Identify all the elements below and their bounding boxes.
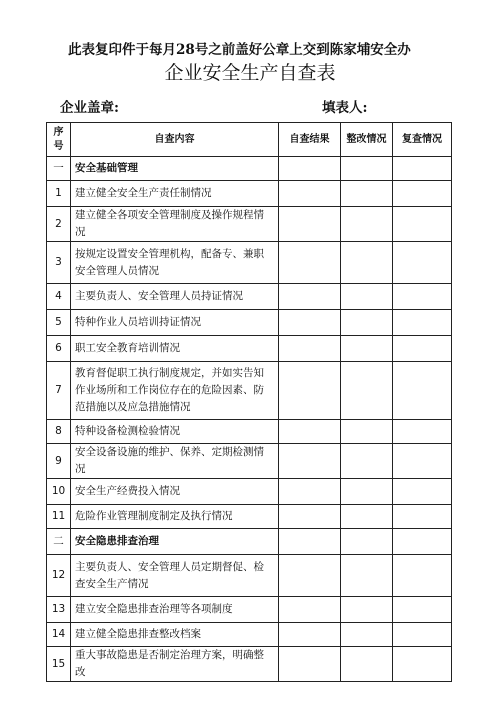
- inspection-item: 按规定设置安全管理机构，配备专、兼职安全管理人员情况: [71, 242, 279, 284]
- inspection-item: 职工安全教育培训情况: [71, 336, 279, 362]
- rectification-cell[interactable]: [341, 623, 393, 647]
- column-header-content: 自查内容: [71, 123, 279, 157]
- recheck-cell[interactable]: [393, 157, 452, 181]
- result-cell[interactable]: [279, 181, 341, 207]
- rectification-cell[interactable]: [341, 555, 393, 597]
- row-number: 5: [47, 310, 71, 336]
- inspection-item: 特种作业人员培训持证情况: [71, 310, 279, 336]
- section-row: [47, 529, 452, 555]
- table-row: [47, 336, 452, 362]
- rectification-cell[interactable]: [341, 647, 393, 682]
- result-cell[interactable]: [279, 310, 341, 336]
- row-number: 1: [47, 181, 71, 207]
- inspection-item: 主要负责人、安全管理人员定期督促、检查安全生产情况: [71, 555, 279, 597]
- row-number: 3: [47, 242, 71, 284]
- inspection-item: 重大事故隐患是否制定治理方案，明确整改: [71, 647, 279, 682]
- inspection-item: 建立健全隐患排查整改档案: [71, 623, 279, 647]
- table-row: [47, 420, 452, 444]
- inspection-item: 建立健全各项安全管理制度及操作规程情况: [71, 207, 279, 242]
- table-row: [47, 597, 452, 623]
- row-number: 15: [47, 647, 71, 682]
- table-row: [47, 623, 452, 647]
- result-cell[interactable]: [279, 284, 341, 310]
- inspection-item: 建立安全隐患排查治理等各项制度: [71, 597, 279, 623]
- row-number: 12: [47, 555, 71, 597]
- result-cell[interactable]: [279, 207, 341, 242]
- row-number: 2: [47, 207, 71, 242]
- column-header-rectification: 整改情况: [341, 123, 393, 157]
- row-number: 8: [47, 420, 71, 444]
- table-row: [47, 555, 452, 597]
- recheck-cell[interactable]: [393, 505, 452, 529]
- rectification-cell[interactable]: [341, 362, 393, 420]
- table-row: [47, 505, 452, 529]
- column-header-number: 序号: [47, 123, 71, 157]
- rectification-cell[interactable]: [341, 242, 393, 284]
- rectification-cell[interactable]: [341, 420, 393, 444]
- recheck-cell[interactable]: [393, 284, 452, 310]
- recheck-cell[interactable]: [393, 420, 452, 444]
- rectification-cell[interactable]: [341, 157, 393, 181]
- inspection-item: 教育督促职工执行制度规定，并如实告知作业场所和工作岗位存在的危险因素、防范措施以及应急措施情况: [71, 362, 279, 420]
- column-header-result: 自查结果: [279, 123, 341, 157]
- rectification-cell[interactable]: [341, 310, 393, 336]
- recheck-cell[interactable]: [393, 647, 452, 682]
- row-number: 6: [47, 336, 71, 362]
- recheck-cell[interactable]: [393, 242, 452, 284]
- company-seal-label: 企业盖章:: [60, 100, 119, 116]
- rectification-cell[interactable]: [341, 284, 393, 310]
- recheck-cell[interactable]: [393, 623, 452, 647]
- inspection-item: 主要负责人、安全管理人员持证情况: [71, 284, 279, 310]
- result-cell[interactable]: [279, 242, 341, 284]
- table-row: [47, 310, 452, 336]
- table-row: [47, 181, 452, 207]
- recheck-cell[interactable]: [393, 181, 452, 207]
- table-row: [47, 362, 452, 420]
- rectification-cell[interactable]: [341, 505, 393, 529]
- result-cell[interactable]: [279, 336, 341, 362]
- inspection-item: 危险作业管理制度制定及执行情况: [71, 505, 279, 529]
- row-number: 7: [47, 362, 71, 420]
- result-cell[interactable]: [279, 597, 341, 623]
- inspection-item: 安全设备设施的维护、保养、定期检测情况: [71, 444, 279, 479]
- table-row: [47, 284, 452, 310]
- recheck-cell[interactable]: [393, 362, 452, 420]
- inspection-item: 建立健全安全生产责任制情况: [71, 181, 279, 207]
- recheck-cell[interactable]: [393, 207, 452, 242]
- result-cell[interactable]: [279, 529, 341, 555]
- row-number: 14: [47, 623, 71, 647]
- result-cell[interactable]: [279, 444, 341, 479]
- inspection-item: 安全生产经费投入情况: [71, 479, 279, 505]
- rectification-cell[interactable]: [341, 479, 393, 505]
- row-number: 一: [47, 157, 71, 181]
- rectification-cell[interactable]: [341, 529, 393, 555]
- submission-notice: 此表复印件于每月28号之前盖好公章上交到陈家埔安全办: [68, 42, 411, 58]
- row-number: 二: [47, 529, 71, 555]
- table-row: [47, 479, 452, 505]
- table-row: [47, 647, 452, 682]
- recheck-cell[interactable]: [393, 597, 452, 623]
- recheck-cell[interactable]: [393, 479, 452, 505]
- recheck-cell[interactable]: [393, 529, 452, 555]
- page-title: 企业安全生产自查表: [164, 62, 336, 84]
- recheck-cell[interactable]: [393, 310, 452, 336]
- section-title: 安全隐患排查治理: [71, 529, 279, 555]
- row-number: 9: [47, 444, 71, 479]
- result-cell[interactable]: [279, 157, 341, 181]
- rectification-cell[interactable]: [341, 597, 393, 623]
- rectification-cell[interactable]: [341, 444, 393, 479]
- recheck-cell[interactable]: [393, 444, 452, 479]
- table-row: [47, 207, 452, 242]
- row-number: 11: [47, 505, 71, 529]
- result-cell[interactable]: [279, 623, 341, 647]
- filler-label: 填表人:: [322, 100, 368, 116]
- row-number: 10: [47, 479, 71, 505]
- rectification-cell[interactable]: [341, 181, 393, 207]
- result-cell[interactable]: [279, 362, 341, 420]
- recheck-cell[interactable]: [393, 336, 452, 362]
- table-row: [47, 444, 452, 479]
- row-number: 13: [47, 597, 71, 623]
- result-cell[interactable]: [279, 479, 341, 505]
- inspection-item: 特种设备检测检验情况: [71, 420, 279, 444]
- self-inspection-table: [46, 122, 452, 682]
- rectification-cell[interactable]: [341, 207, 393, 242]
- result-cell[interactable]: [279, 647, 341, 682]
- recheck-cell[interactable]: [393, 555, 452, 597]
- section-row: [47, 157, 452, 181]
- table-row: [47, 242, 452, 284]
- table-body: [47, 157, 452, 682]
- column-header-recheck: 复查情况: [393, 123, 452, 157]
- result-cell[interactable]: [279, 505, 341, 529]
- section-title: 安全基础管理: [71, 157, 279, 181]
- rectification-cell[interactable]: [341, 336, 393, 362]
- row-number: 4: [47, 284, 71, 310]
- result-cell[interactable]: [279, 555, 341, 597]
- result-cell[interactable]: [279, 420, 341, 444]
